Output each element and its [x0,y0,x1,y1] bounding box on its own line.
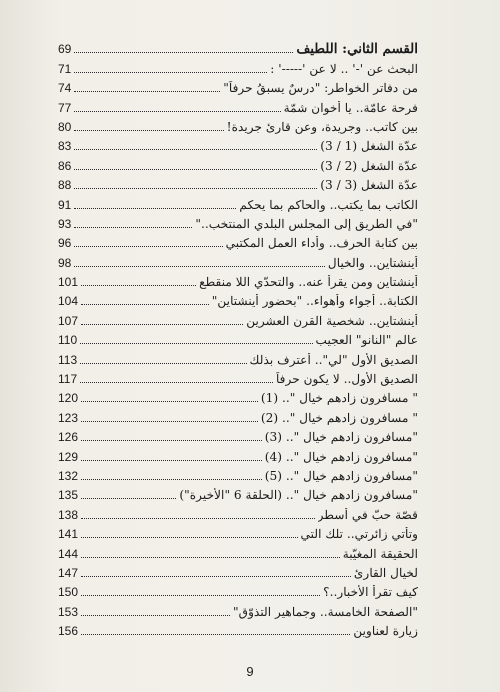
dot-leader [74,111,280,112]
dot-leader [81,537,297,538]
toc-entry-page: 144 [58,546,79,561]
toc-entry-title: "مسافرون زادهم خيال ".. (الحلقة 6 "الأخيرة") [179,488,418,503]
toc-entry [58,580,418,599]
dot-leader [74,227,192,228]
toc-entry [58,173,418,192]
toc-entry-title: عدّة الشغل (2 / 3) [320,158,418,173]
dot-leader [74,72,267,73]
dot-leader [81,285,196,286]
dot-leader [74,52,293,53]
dot-leader [74,149,317,150]
toc-entry-title: " مسافرون زادهم خيال ".. (1) [260,391,418,406]
toc-entry-title: الكاتب بما يكتب.. والحاكم بما يحكم [239,197,418,212]
toc-entry [58,561,418,580]
toc-entry-title: أينشتاين.. شخصية القرن العشرين [246,313,418,328]
dot-leader [81,576,351,577]
dot-leader [74,266,325,267]
toc-entry-title: من دفاتر الخواطر: "درسٌ يسبقُ حرفاً" [223,81,418,96]
dot-leader [81,460,262,461]
toc-entry-page: 129 [58,449,79,464]
toc-entry-page: 123 [58,410,79,425]
toc-entry [58,153,418,172]
toc-entry [58,115,418,134]
toc-entry-page: 141 [58,527,79,542]
toc-section-heading [58,37,418,56]
toc-entry-title: أينشتاين ومن يقرأ عنه.. والتحدّي اللا منقطع [199,275,418,290]
toc-entry-page: 107 [58,313,79,328]
toc-entry-title: " مسافرون زادهم خيال ".. (2) [260,410,418,425]
toc-entry-page: 132 [58,468,79,483]
toc-entry-page: 77 [58,100,72,115]
toc-entry [58,599,418,618]
toc-entry [58,464,418,483]
toc-entry-title: "مسافرون زادهم خيال ".. (5) [264,468,418,483]
dot-leader [81,595,320,596]
toc-entry [58,444,418,463]
toc-entry-page: 86 [58,158,72,173]
dot-leader [74,169,317,170]
toc-entry-title: القسم الثاني: اللَّطيف [296,42,418,57]
page-number: 9 [246,664,254,679]
toc-entry-page: 98 [58,255,72,270]
toc-entry [58,619,418,638]
toc-entry [58,502,418,521]
dot-leader [81,304,209,305]
toc-entry-title: عالم "النانو" العجيب [315,333,418,348]
toc-entry-page: 69 [58,42,72,57]
toc-entry-title: البحث عن '-' .. لا عن '-----' : [270,61,418,76]
toc-entry-title: وتأتي زائرتي.. تلك التي [300,527,418,542]
toc-entry-title: زيارة لعناوين [353,624,418,639]
toc-entry [58,95,418,114]
toc-entry-title: "في الطريق إلى المجلس البلدي المنتخب.." [195,216,418,231]
dot-leader [81,518,315,519]
toc-entry-title: "مسافرون زادهم خيال ".. (3) [264,430,418,445]
toc-entry-page: 126 [58,430,79,445]
toc-entry-page: 80 [58,119,72,134]
toc-entry-page: 135 [58,488,79,503]
dot-leader [74,188,317,189]
dot-leader [74,130,223,131]
toc-entry-page: 93 [58,216,72,231]
toc-entry-title: الصديق الأول "لي".. أعترف بذلك [249,352,418,367]
toc-entry [58,250,418,269]
toc-entry-title: الحقيقة المغيّبة [342,546,418,561]
toc-entry [58,328,418,347]
dot-leader [74,208,236,209]
toc-entry-page: 113 [58,352,78,367]
toc-entry-page: 147 [58,565,79,580]
toc-entry-title: قصّة حبّ في أسطر [317,507,418,522]
toc-entry-page: 88 [58,178,72,193]
dot-leader [81,440,262,441]
toc-entry-page: 74 [58,81,72,96]
toc-entry [58,367,418,386]
dot-leader [81,498,176,499]
toc-entry-page: 91 [58,197,72,212]
toc-entry-page: 117 [58,372,78,387]
toc-entry [58,308,418,327]
toc-entry-title: بين كاتب.. وجريدة، وعن قارئ جريدة! [226,119,418,134]
toc-entry-title: بين كتابة الحرف.. وأداء العمل المكتبي [225,236,418,251]
toc-entry-page: 150 [58,585,79,600]
toc-entry-title: فرحة عامّة.. يا أخوان شمّة [283,100,418,115]
toc-entry-page: 138 [58,507,79,522]
toc-entry-page: 120 [58,391,79,406]
toc-entry [58,56,418,75]
toc-entry [58,231,418,250]
toc-entry-title: "مسافرون زادهم خيال ".. (4) [264,449,418,464]
toc-entry [58,483,418,502]
table-of-contents [58,37,418,638]
toc-entry-title: الصديق الأول.. لا يكون حرفاً [275,372,418,387]
toc-entry-page: 104 [58,294,79,309]
toc-entry-title: أينشتاين.. والخيال [327,255,418,270]
toc-entry [58,212,418,231]
dot-leader [80,382,273,383]
dot-leader [81,615,230,616]
toc-entry [58,289,418,308]
toc-entry-page: 153 [58,604,79,619]
toc-entry-page: 156 [58,624,79,639]
toc-entry-page: 101 [58,275,79,290]
dot-leader [81,401,258,402]
toc-entry-page: 110 [58,333,78,348]
toc-entry [58,386,418,405]
toc-entry [58,541,418,560]
toc-entry [58,134,418,153]
toc-entry-title: عدّة الشغل (1 / 3) [320,139,418,154]
dot-leader [81,479,262,480]
toc-entry [58,405,418,424]
toc-entry [58,192,418,211]
toc-entry [58,347,418,366]
toc-entry-page: 83 [58,139,72,154]
toc-entry-title: لخيال القارئ [353,565,418,580]
dot-leader [74,246,222,247]
toc-entry-page: 71 [58,61,72,76]
toc-entry-page: 96 [58,236,72,251]
toc-entry [58,76,418,95]
dot-leader [74,91,220,92]
toc-entry-title: "الصفحة الخامسة.. وجماهير التذوّق" [233,604,418,619]
toc-entry-title: الكتابة.. أجواء وأهواء.. "بحضور أينشتاين" [211,294,418,309]
toc-entry [58,522,418,541]
dot-leader [80,363,246,364]
toc-entry-title: كيف تقرأ الأخبار..؟ [323,585,418,600]
toc-entry-title: عدّة الشغل (3 / 3) [320,178,418,193]
toc-entry [58,425,418,444]
toc-entry [58,270,418,289]
dot-leader [80,343,312,344]
dot-leader [81,557,340,558]
dot-leader [81,634,350,635]
dot-leader [81,421,258,422]
dot-leader [81,324,243,325]
